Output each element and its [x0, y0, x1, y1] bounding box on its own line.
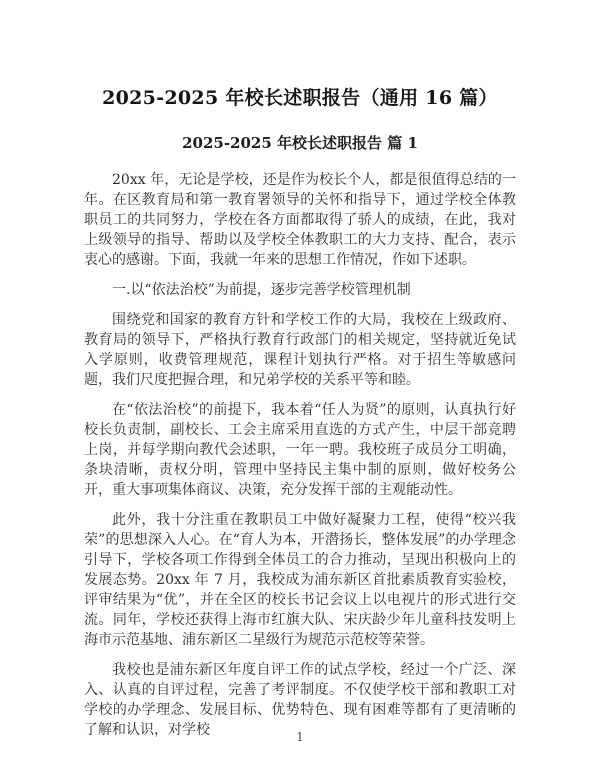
paragraph: 我校也是浦东新区年度自评工作的试点学校，经过一个广泛、深入、认真的自评过程，完善了考评制度。不仅使学校干部和教职工对学校的办学理念、发展目标、优势特色、现有困难等都有了更清晰的了解和认识，对学校 [84, 662, 516, 738]
paragraph: 在“依法治校”的前提下，我本着“任人为贤”的原则，认真执行好校长负责制，副校长、工会主席采用直选的方式产生，中层干部竞聘上岗，并每学期向教代会述职，一年一聘。我校班子成员分工明确，条块清晰，责权分明，管理中坚持民主集中制的原则，做好校务公开，重大事项集体商议、决策，充分发挥干部的主观能动性。 [84, 402, 516, 498]
document-title: 2025-2025 年校长述职报告（通用 16 篇） [102, 87, 498, 109]
paragraph: 此外，我十分注重在教职员工中做好凝聚力工程，使得“校兴我荣”的思想深入人心。在“育人为本，开潜扬长，整体发展”的办学理念引导下，学校各项工作得到全体员工的合力推动，呈现出积极向上的发展态势。20xx 年 7 月，我校成为浦东新区首批素质教育实验校，评审结果为“优”，并在全区的校长书记会议上以电视片的形式进行交流。同年，学校还获得上海市红旗大队、宋庆龄少年儿童科技发明上海市示范基地、浦东新区二星级行为规范示范校等荣誉。 [84, 512, 516, 648]
page-number: 1 [296, 730, 304, 744]
paragraph: 围绕党和国家的教育方针和学校工作的大局，我校在上级政府、教育局的领导下，严格执行教育行政部门的相关规定，坚持就近免试入学原则，收费管理规范，课程计划执行严格。对于招生等敏感问题，我们尺度把握合理，和兄弟学校的关系平等和睦。 [84, 312, 516, 388]
paragraph: 20xx 年，无论是学校，还是作为校长个人，都是很值得总结的一年。在区教育局和第一教育署领导的关怀和指导下，通过学校全体教职员工的共同努力，学校在各方面都取得了骄人的成绩，在此，我对上级领导的指导、帮助以及学校全体教职工的大力支持、配合，表示衷心的感谢。下面，我就一年来的思想工作情况，作如下述职。 [84, 172, 516, 268]
document-body [84, 170, 516, 740]
section-heading: 一.以“依法治校”为前提，逐步完善学校管理机制 [112, 282, 411, 298]
section-subtitle: 2025-2025 年校长述职报告 篇 1 [182, 134, 418, 152]
